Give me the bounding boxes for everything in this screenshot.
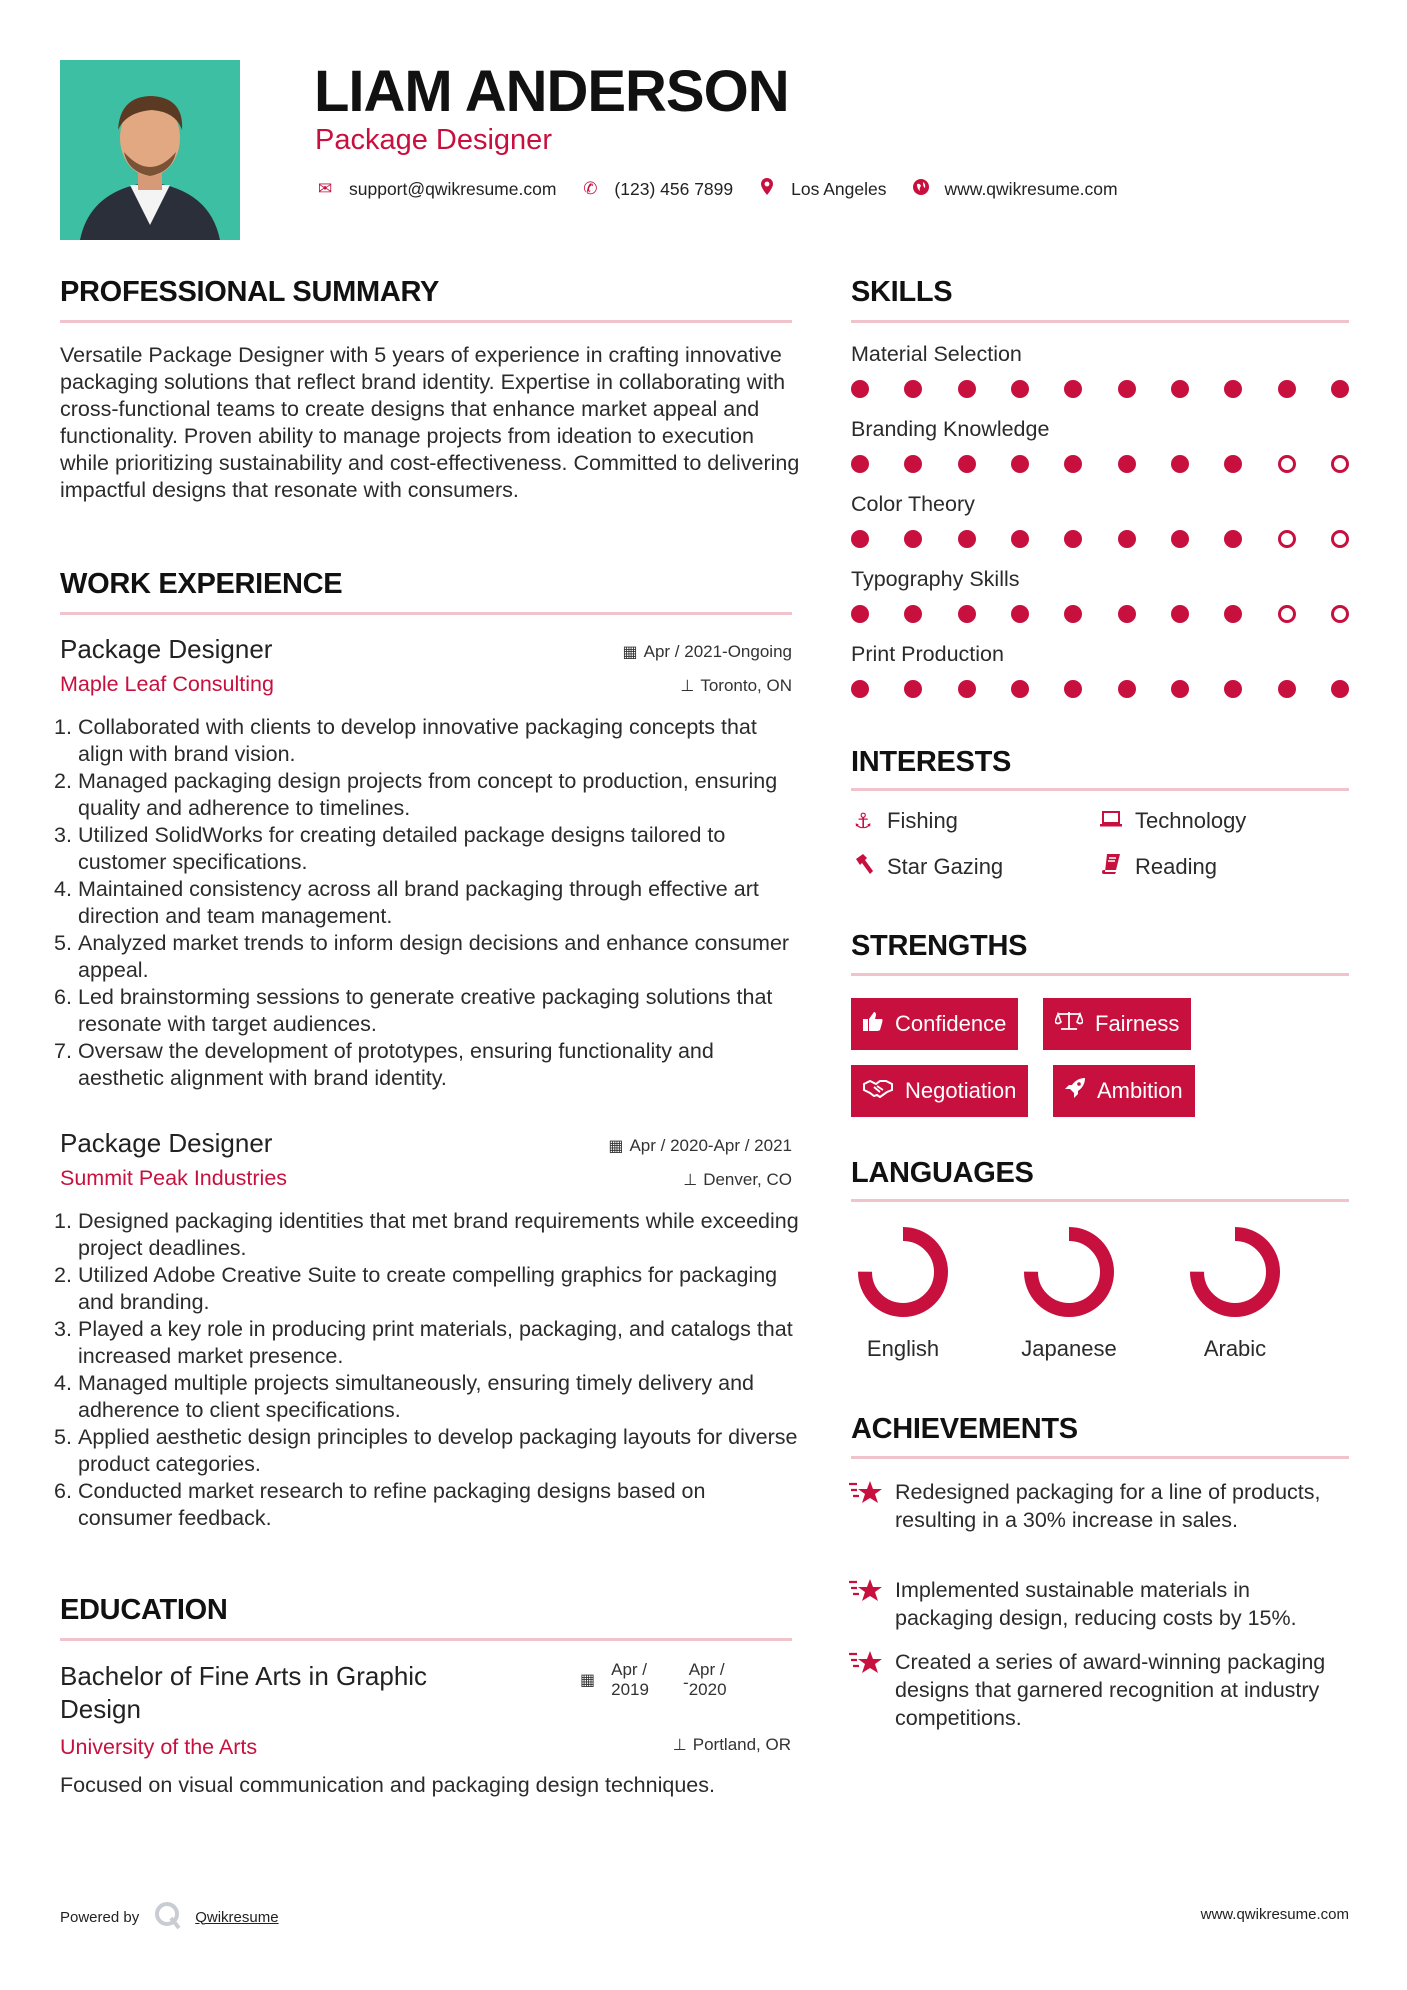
strengths-divider (851, 973, 1349, 976)
language-item (1180, 1222, 1290, 1362)
rating-dot-filled (1224, 530, 1242, 548)
rating-dot-filled (1011, 605, 1029, 623)
language-name: Arabic (1203, 1336, 1267, 1361)
list-item: 4. Maintained consistency across all brand packaging through effective art direction and team management. (54, 877, 759, 928)
skill-label: Color Theory (851, 492, 975, 516)
phone-icon: ✆ (583, 179, 598, 198)
skill-label: Typography Skills (851, 567, 1020, 591)
rating-dot-empty (1331, 605, 1349, 623)
rating-dot-filled (904, 530, 922, 548)
rating-dot-filled (1064, 680, 1082, 698)
skill-rating (851, 455, 1349, 475)
list-item: 3. Played a key role in producing print materials, packaging, and catalogs that increased market presence. (54, 1317, 793, 1368)
job-entry (54, 1128, 799, 1548)
contact-website[interactable]: www.qwikresume.com (944, 178, 1118, 199)
list-item: 1. Collaborated with clients to develop innovative packaging concepts that align with brand vision. (54, 715, 757, 766)
achievement-item (851, 1648, 1349, 1732)
language-item (1014, 1222, 1124, 1362)
rating-dot-filled (958, 380, 976, 398)
job-date: ▦ Apr / 2020-Apr / 2021 (608, 1136, 792, 1155)
handshake-icon (863, 1078, 893, 1104)
rating-dot-empty (1278, 455, 1296, 473)
map-pin-icon (757, 178, 777, 200)
education-divider (60, 1638, 792, 1641)
language-progress-ring (1014, 1222, 1124, 1322)
rating-dot-filled (958, 680, 976, 698)
job-entry (54, 634, 792, 1094)
language-name: Japanese (1021, 1336, 1117, 1361)
star-icon (849, 1578, 883, 1608)
rating-dot-filled (1224, 380, 1242, 398)
rating-dot-filled (1011, 680, 1029, 698)
anchor-icon: ⚓ (853, 809, 873, 833)
language-progress-arc (1197, 1234, 1273, 1310)
skill-label: Branding Knowledge (851, 417, 1050, 441)
profile-photo (60, 60, 240, 240)
strength-badge: Fairness (1043, 998, 1191, 1050)
languages-divider (851, 1199, 1349, 1202)
job-location: ⊥ Toronto, ON (680, 676, 792, 695)
qwikresume-link[interactable]: Qwikresume (195, 1908, 279, 1926)
skills-heading: SKILLS (851, 276, 953, 308)
skill-rating (851, 680, 1349, 700)
list-item: 6. Led brainstorming sessions to generate creative packaging solutions that resonate with target audiences. (54, 985, 773, 1036)
list-item: 3. Utilized SolidWorks for creating detailed package designs tailored to customer specifications. (54, 823, 726, 874)
candidate-title: Package Designer (315, 124, 552, 156)
rating-dot-filled (958, 605, 976, 623)
rating-dot-filled (1224, 605, 1242, 623)
summary-text: Versatile Package Designer with 5 years of experience in crafting innovative packaging solutions that reflect brand identity. Expertise in collaborating with cross-functional teams to create designs that enhance market appeal and functionality. Proven ability to manage projects from ideation to execution while prioritizing sustainability and cost-effectiveness. Committed to delivering impactful designs that resonate with consumers. (60, 343, 800, 502)
star-icon (849, 1650, 883, 1680)
star-icon (849, 1480, 883, 1510)
language-name: English (866, 1336, 940, 1361)
rating-dot-filled (1171, 680, 1189, 698)
calendar-icon: ▦ (608, 1138, 624, 1155)
rating-dot-filled (851, 605, 869, 623)
pushpin-icon: ⊥ (683, 1172, 698, 1189)
education-location: ⊥ Portland, OR (672, 1735, 791, 1754)
rating-dot-filled (1224, 680, 1242, 698)
education-description: Focused on visual communication and packaging design techniques. (60, 1773, 715, 1797)
interests-divider (851, 788, 1349, 791)
language-item (848, 1222, 958, 1362)
rating-dot-empty (1278, 530, 1296, 548)
job-duties (54, 714, 800, 1092)
languages-heading: LANGUAGES (851, 1157, 1034, 1189)
education-dates: ▦ Apr / - Apr / 2019 2020 (580, 1660, 727, 1699)
rating-dot-filled (1011, 455, 1029, 473)
list-item: 2. Managed packaging design projects from concept to production, ensuring quality and adherence to timelines. (54, 769, 778, 820)
achievement-item (851, 1576, 1349, 1632)
achievement-text: Redesigned packaging for a line of products, resulting in a 30% increase in sales. (895, 1480, 1321, 1532)
skill-rating (851, 530, 1349, 550)
rating-dot-filled (1171, 605, 1189, 623)
rating-dot-filled (1118, 455, 1136, 473)
skill-rating (851, 605, 1349, 625)
interest-item: ⚓ Fishing (851, 808, 958, 834)
interests-heading: INTERESTS (851, 746, 1012, 778)
list-item: 4. Managed multiple projects simultaneously, ensuring timely delivery and adherence to client specifications. (54, 1371, 754, 1422)
rating-dot-filled (1011, 380, 1029, 398)
job-company: Maple Leaf Consulting (60, 672, 274, 696)
language-progress-ring (1180, 1222, 1290, 1322)
rating-dot-filled (851, 380, 869, 398)
thumbs-up-icon (863, 1011, 883, 1037)
envelope-icon: ✉ (317, 179, 333, 198)
skills-divider (851, 320, 1349, 323)
rating-dot-filled (1278, 380, 1296, 398)
achievement-text: Implemented sustainable materials in packaging design, reducing costs by 15%. (895, 1578, 1297, 1630)
rating-dot-filled (1171, 530, 1189, 548)
globe-icon (911, 179, 931, 200)
contact-location: Los Angeles (791, 178, 887, 199)
rating-dot-filled (1118, 680, 1136, 698)
job-title: Package Designer (60, 634, 273, 664)
interest-item: Star Gazing (851, 854, 1003, 880)
rating-dot-filled (1224, 455, 1242, 473)
achievements-heading: ACHIEVEMENTS (851, 1413, 1078, 1445)
rating-dot-filled (1171, 455, 1189, 473)
interest-item: Technology (1099, 808, 1246, 834)
laptop-icon (1099, 809, 1123, 833)
strengths-heading: STRENGTHS (851, 930, 1028, 962)
skill-label: Material Selection (851, 342, 1022, 366)
rating-dot-filled (904, 680, 922, 698)
pushpin-icon: ⊥ (680, 678, 695, 695)
rating-dot-filled (851, 680, 869, 698)
rating-dot-filled (851, 530, 869, 548)
job-date: ▦ Apr / 2021-Ongoing (622, 642, 792, 661)
rating-dot-filled (1064, 605, 1082, 623)
list-item: 1. Designed packaging identities that met brand requirements while exceeding project deadlines. (54, 1209, 799, 1260)
rating-dot-filled (1171, 380, 1189, 398)
language-progress-arc (1031, 1234, 1107, 1310)
calendar-icon: ▦ (580, 1672, 596, 1689)
rating-dot-filled (1064, 455, 1082, 473)
contact-email[interactable]: support@qwikresume.com (349, 178, 557, 199)
balance-scale-icon (1055, 1011, 1083, 1037)
strength-badge: Ambition (1053, 1065, 1195, 1117)
list-item: 5. Applied aesthetic design principles to develop packaging layouts for diverse product categories. (54, 1425, 798, 1476)
powered-by-label: Powered by (60, 1908, 140, 1926)
skill-rating (851, 380, 1349, 400)
book-icon (1099, 854, 1123, 880)
summary-divider (60, 320, 792, 323)
experience-divider (60, 612, 792, 615)
qwikresume-logo-icon (153, 1900, 183, 1934)
job-title: Package Designer (60, 1128, 273, 1158)
rating-dot-filled (1118, 380, 1136, 398)
rating-dot-empty (1331, 455, 1349, 473)
rating-dot-filled (1011, 530, 1029, 548)
list-item: 2. Utilized Adobe Creative Suite to create compelling graphics for packaging and branding. (54, 1263, 778, 1314)
skill-label: Print Production (851, 642, 1004, 666)
achievements-divider (851, 1456, 1349, 1459)
rating-dot-filled (1064, 530, 1082, 548)
contact-phone[interactable]: (123) 456 7899 (614, 178, 734, 199)
hammer-icon (851, 854, 875, 880)
language-progress-ring (848, 1222, 958, 1322)
rating-dot-filled (958, 530, 976, 548)
experience-heading: WORK EXPERIENCE (60, 568, 343, 600)
job-location: ⊥ Denver, CO (683, 1170, 792, 1189)
strength-badge: Negotiation (851, 1065, 1028, 1117)
rating-dot-filled (1064, 380, 1082, 398)
rating-dot-filled (1118, 605, 1136, 623)
footer-branding (60, 1900, 279, 1934)
achievement-item (851, 1478, 1349, 1534)
contact-bar (315, 178, 1142, 200)
list-item: 6. Conducted market research to refine packaging designs based on consumer feedback. (54, 1479, 706, 1530)
rating-dot-filled (1331, 380, 1349, 398)
rating-dot-filled (904, 380, 922, 398)
rating-dot-empty (1278, 605, 1296, 623)
school-name: University of the Arts (60, 1735, 258, 1759)
rocket-icon (1065, 1078, 1085, 1104)
job-duties (54, 1208, 800, 1532)
rating-dot-filled (851, 455, 869, 473)
pushpin-icon: ⊥ (672, 1737, 687, 1754)
rating-dot-filled (904, 455, 922, 473)
rating-dot-filled (904, 605, 922, 623)
achievement-text: Created a series of award-winning packaging designs that garnered recognition at industry competitions. (895, 1650, 1326, 1730)
interest-item: Reading (1099, 854, 1217, 880)
candidate-name: LIAM ANDERSON (314, 59, 789, 124)
rating-dot-filled (958, 455, 976, 473)
list-item: 7. Oversaw the development of prototypes, ensuring functionality and aesthetic alignment with brand identity. (54, 1039, 714, 1090)
rating-dot-filled (1331, 680, 1349, 698)
language-progress-arc (865, 1234, 941, 1310)
strength-badge: Confidence (851, 998, 1018, 1050)
rating-dot-empty (1331, 530, 1349, 548)
job-company: Summit Peak Industries (60, 1166, 288, 1190)
summary-heading: PROFESSIONAL SUMMARY (60, 276, 440, 308)
degree-title: Bachelor of Fine Arts in Graphic Design (60, 1661, 428, 1724)
calendar-icon: ▦ (622, 644, 638, 661)
list-item: 5. Analyzed market trends to inform design decisions and enhance consumer appeal. (54, 931, 790, 982)
rating-dot-filled (1118, 530, 1136, 548)
rating-dot-filled (1278, 680, 1296, 698)
footer-website[interactable]: www.qwikresume.com (1200, 1906, 1349, 1923)
education-heading: EDUCATION (60, 1594, 228, 1626)
